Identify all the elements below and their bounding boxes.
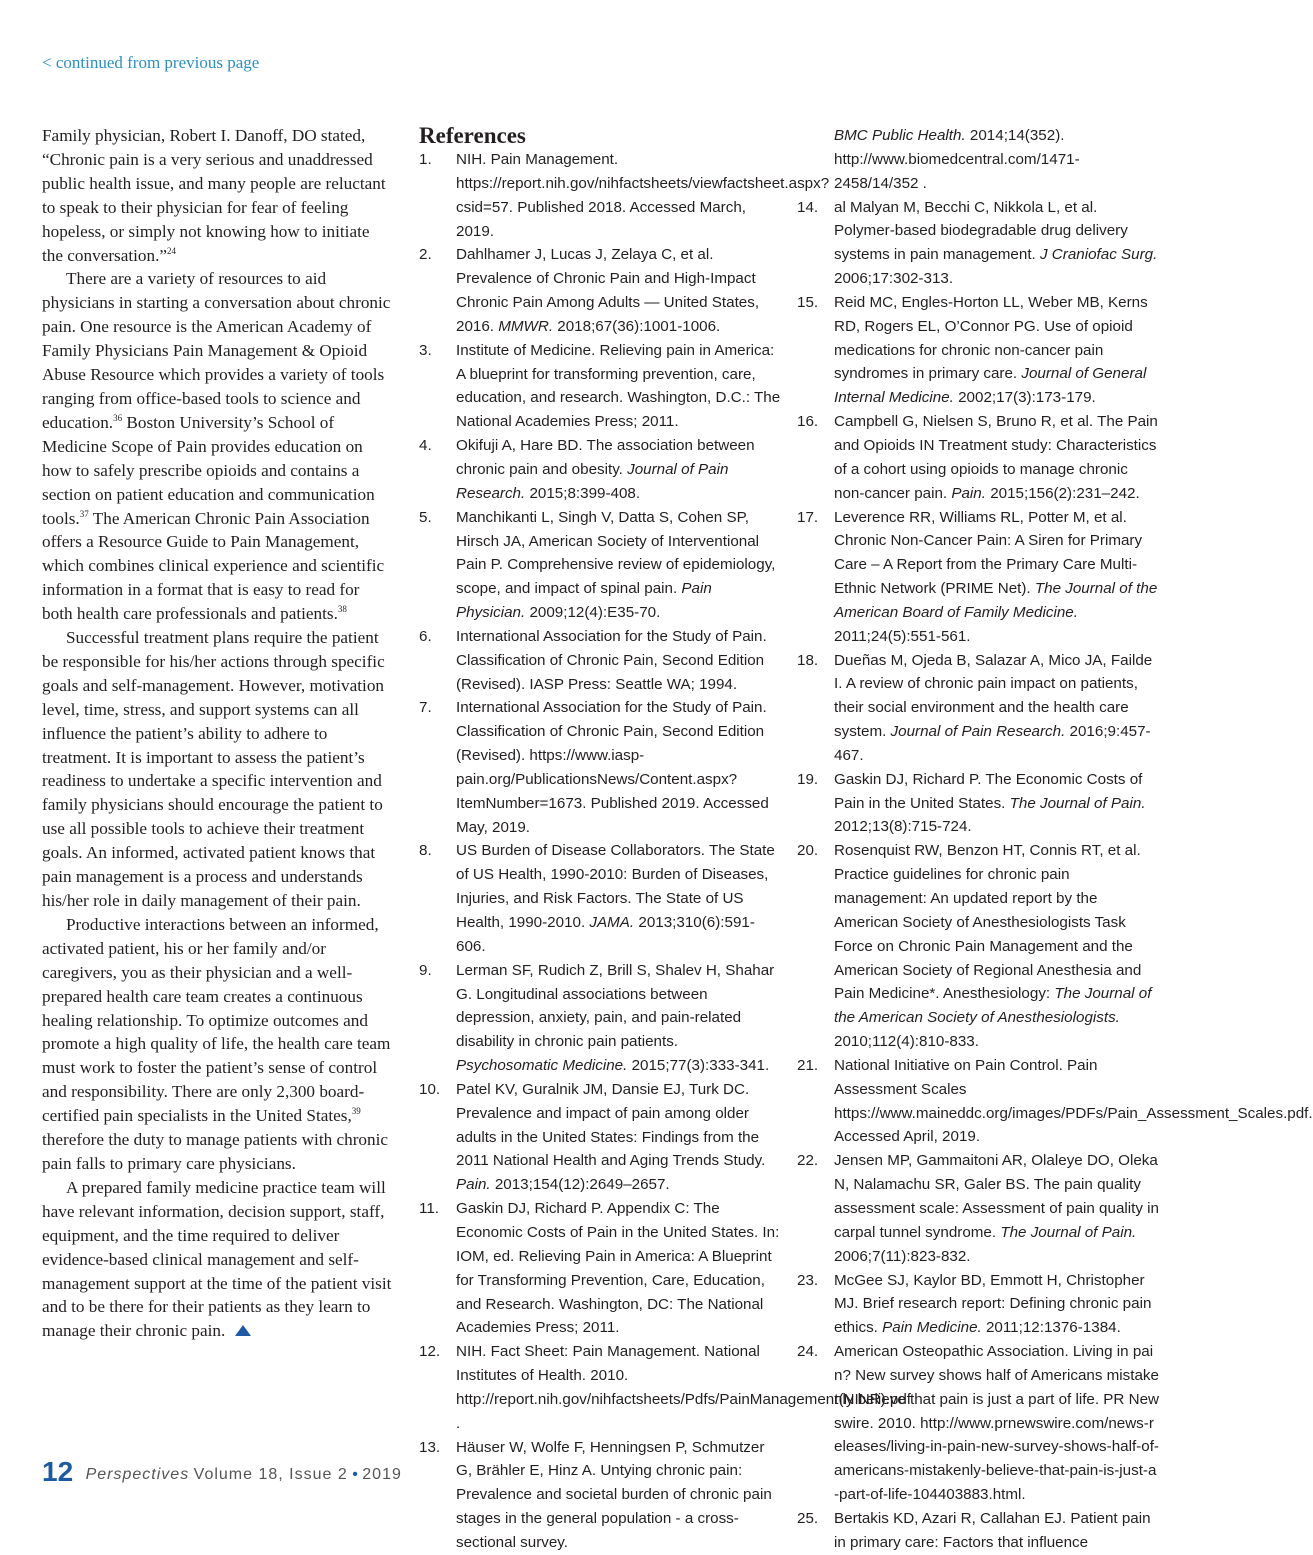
reference-item: 20. Rosenquist RW, Benzon HT, Connis RT, et al. Practice guidelines for chronic pain management: An updated report by the American Society of Anesthesiologists Task Force on Chronic Pain Management and the American Society of Regional Anesthesia and Pain Medicine*. Anesthesiology: The Journal of the American Society of Anesthesiologists. 2010;112(4):810-833. bbox=[797, 839, 1159, 1054]
reference-number: 1. bbox=[419, 151, 432, 168]
reference-number: 5. bbox=[419, 508, 432, 526]
reference-number: 2. bbox=[419, 246, 432, 264]
paragraph-3: Successful treatment plans require the patient be responsible for his/her actions through specific goals and self-management. However, motivation level, time, stress, and support systems can all influence the patient’s ability to adhere to treatment. It is important to assess the patient’s readiness to undertake a specific intervention and family physicians should encourage the patient to use all possible tools to achieve their treatment goals. An informed, activated patient knows that pain management is a process and understands his/her role in daily management of their pain. bbox=[42, 628, 385, 910]
issue-info: Volume 18, Issue 2 bbox=[193, 1466, 348, 1483]
reference-number: 11. bbox=[419, 1200, 439, 1218]
reference-number: 22. bbox=[797, 1152, 819, 1170]
page-footer bbox=[42, 1456, 402, 1488]
reference-item: 18. Dueñas M, Ojeda B, Salazar A, Mico JA, Failde I. A review of chronic pain impact on patients, their social environment and the health care system. Journal of Pain Research. 2016;9:457-467. bbox=[797, 649, 1159, 768]
reference-item: 1. NIH. Pain Management. https://report.nih.gov/nihfactsheets/viewfactsheet.aspx?csid=57. Published 2018. Accessed March, 2019. bbox=[419, 148, 781, 243]
reference-number: 6. bbox=[419, 627, 432, 645]
footer-separator: • bbox=[352, 1466, 358, 1483]
reference-number: 9. bbox=[419, 961, 432, 979]
reference-item: 19. Gaskin DJ, Richard P. The Economic Costs of Pain in the United States. The Journal of Pain. 2012;13(8):715-724. bbox=[797, 768, 1159, 840]
reference-item: 10. Patel KV, Guralnik JM, Dansie EJ, Turk DC. Prevalence and impact of pain among older adults in the United States: Findings from the 2011 National Health and Aging Trends Study. Pain. 2013;154(12):2649–2657. bbox=[419, 1078, 781, 1197]
reference-item: 17. Leverence RR, Williams RL, Potter M, et al. Chronic Non-Cancer Pain: A Siren for Primary Care – A Report from the Primary Care Multi-Ethnic Network (PRIME Net). The Journal of the American Board of Family Medicine. 2011;24(5):551-561. bbox=[797, 506, 1159, 649]
paragraph-2: There are a variety of resources to aid physicians in starting a conversation about chronic pain. One resource is the American Academy of Family Physicians Pain Management & Opioid Abuse Resource which provides a variety of tools ranging from office-based tools to science and education.$^{36}$ Boston University’s School of Medicine Scope of Pain provides education on how to safely prescribe opioids and contains a section on patient education and communication tools.$^{37}$ The American Chronic Pain Association offers a Resource Guide to Pain Management, which combines clinical experience and scientific information in a format that is easy to read for both health care professionals and patients.$^{38}$ bbox=[42, 269, 391, 624]
reference-item: 2. Dahlhamer J, Lucas J, Zelaya C, et al. Prevalence of Chronic Pain and High-Impact Chronic Pain Among Adults — United States, 2016. MMWR. 2018;67(36):1001-1006. bbox=[419, 243, 781, 338]
reference-number: 4. bbox=[419, 437, 432, 455]
reference-item: 23. McGee SJ, Kaylor BD, Emmott H, Christopher MJ. Brief research report: Defining chronic pain ethics. Pain Medicine. 2011;12:1376-1384. bbox=[797, 1269, 1159, 1341]
continued-from-previous-page-link[interactable]: < continued from previous page bbox=[42, 53, 260, 72]
reference-number: 12. bbox=[419, 1343, 441, 1361]
reference-number: 10. bbox=[419, 1080, 441, 1098]
reference-number: 19. bbox=[797, 770, 819, 788]
references-column-2 bbox=[797, 124, 1313, 1555]
reference-item: 7. International Association for the Study of Pain. Classification of Chronic Pain, Second Edition (Revised). https://www.iasp-pain.org/PublicationsNews/Content.aspx?ItemNumber=1673. Published 2019. Accessed May, 2019. bbox=[419, 696, 781, 839]
reference-item: 24. American Osteopathic Association. Living in pain? New survey shows half of Americans mistakenly believe that pain is just a part of life. PR Newswire. 2010. http://www.prnewswire.com/news-releases/living-in-pain-new-survey-shows-half-of-americans-mistakenly-believe-that-pain-is-just-a-part-of-life-104403883.html. bbox=[797, 1340, 1159, 1507]
reference-number: 7. bbox=[419, 699, 432, 717]
reference-item: 15. Reid MC, Engles-Horton LL, Weber MB, Kerns RD, Rogers EL, O’Connor PG. Use of opioid medications for chronic non-cancer pain syndromes in primary care. Journal of General Internal Medicine. 2002;17(3):173-179. bbox=[797, 291, 1159, 410]
citation-24: 24 bbox=[167, 245, 177, 256]
citation-36: 36 bbox=[113, 412, 123, 423]
reference-number: 25. bbox=[797, 1509, 819, 1527]
reference-number: 23. bbox=[797, 1271, 819, 1289]
reference-number: 16. bbox=[797, 413, 819, 431]
citation-38: 38 bbox=[337, 604, 347, 615]
reference-number: 21. bbox=[797, 1056, 819, 1074]
reference-number: 20. bbox=[797, 842, 819, 860]
citation-39: 39 bbox=[351, 1106, 361, 1117]
references-heading: References bbox=[419, 123, 526, 148]
reference-item: 16. Campbell G, Nielsen S, Bruno R, et al. The Pain and Opioids IN Treatment study: Characteristics of a cohort using opioids to manage chronic non-cancer pain. Pain. 2015;156(2):231–242. bbox=[797, 410, 1159, 505]
paragraph-4: Productive interactions between an informed, activated patient, his or her family and/or caregivers, you as their physician and a well-prepared health care team creates a continuous healing relationship. To optimize outcomes and promote a high quality of life, the health care team must work to foster the patient’s sense of control and responsibility. There are only 2,300 board-certified pain specialists in the United States,$^{39}$ therefore the duty to manage patients with chronic pain falls to primary care physicians. bbox=[42, 914, 391, 1173]
up-triangle-icon[interactable] bbox=[235, 1325, 251, 1336]
paragraph-5: A prepared family medicine practice team will have relevant information, decision support, staff, equipment, and the time required to deliver evidence-based clinical management and self-management support at the time of the patient visit and to be there for their patients as they learn to manage their chronic pain. bbox=[42, 1177, 392, 1341]
reference-item: 13. Häuser W, Wolfe F, Henningsen P, Schmutzer G, Brähler E, Hinz A. Untying chronic pain: Prevalence and societal burden of chronic pain stages in the general population - a cross-sectional survey. bbox=[419, 1436, 781, 1555]
reference-number: 18. bbox=[797, 651, 819, 669]
reference-item: 25. Bertakis KD, Azari R, Callahan EJ. Patient pain in primary care: Factors that influence bbox=[797, 1507, 1159, 1555]
reference-number: 13. bbox=[419, 1438, 441, 1456]
reference-item: 21. National Initiative on Pain Control. Pain Assessment Scales https://www.maineddc.org/images/PDFs/Pain_Assessment_Scales.pdf. Accessed April, 2019. bbox=[797, 1054, 1159, 1149]
page-number: 12 bbox=[42, 1456, 74, 1487]
reference-item: 4. Okifuji A, Hare BD. The association between chronic pain and obesity. Journal of Pain Research. 2015;8:399-408. bbox=[419, 434, 781, 506]
reference-continuation: BMC Public Health. 2014;14(352). http://www.biomedcentral.com/1471-2458/14/352 . bbox=[834, 127, 1080, 192]
reference-item: 8. US Burden of Disease Collaborators. The State of US Health, 1990-2010: Burden of Diseases, Injuries, and Risk Factors. The State of US Health, 1990-2010. JAMA. 2013;310(6):591-606. bbox=[419, 839, 781, 958]
reference-number: 8. bbox=[419, 842, 432, 860]
reference-number: 3. bbox=[419, 341, 432, 359]
reference-number: 17. bbox=[797, 508, 819, 526]
reference-number: 24. bbox=[797, 1343, 819, 1361]
reference-item: 6. International Association for the Study of Pain. Classification of Chronic Pain, Second Edition (Revised). IASP Press: Seattle WA; 1994. bbox=[419, 625, 781, 697]
article-body-column bbox=[42, 124, 394, 1343]
citation-37: 37 bbox=[79, 508, 89, 519]
reference-number: 14. bbox=[797, 198, 819, 216]
reference-item: 9. Lerman SF, Rudich Z, Brill S, Shalev H, Shahar G. Longitudinal associations between depression, anxiety, pain, and pain-related disability in chronic pain patients. Psychosomatic Medicine. 2015;77(3):333-341. bbox=[419, 959, 781, 1078]
reference-item: 11. Gaskin DJ, Richard P. Appendix C: The Economic Costs of Pain in the United States. In: IOM, ed. Relieving Pain in America: A Blueprint for Transforming Prevention, Care, Education, and Research. Washington, DC: The National Academies Press; 2011. bbox=[419, 1197, 781, 1340]
reference-item: 5. Manchikanti L, Singh V, Datta S, Cohen SP, Hirsch JA, American Society of Interventional Pain P. Comprehensive review of epidemiology, scope, and impact of spinal pain. Pain Physician. 2009;12(4):E35-70. bbox=[419, 506, 781, 625]
paragraph-1: Family physician, Robert I. Danoff, DO stated, “Chronic pain is a very serious and unaddressed public health issue, and many people are reluctant to speak to their physician for fear of feeling hopeless, or simply not knowing how to initiate the conversation.”$^{24}$ bbox=[42, 126, 386, 265]
reference-item: 3. Institute of Medicine. Relieving pain in America: A blueprint for transforming prevention, care, education, and research. Washington, D.C.: The National Academies Press; 2011. bbox=[419, 339, 781, 434]
reference-number: 15. bbox=[797, 293, 819, 311]
reference-item: 22. Jensen MP, Gammaitoni AR, Olaleye DO, Oleka N, Nalamachu SR, Galer BS. The pain quality assessment scale: Assessment of pain quality in carpal tunnel syndrome. The Journal of Pain. 2006;7(11):823-832. bbox=[797, 1149, 1159, 1268]
reference-item: 12. NIH. Fact Sheet: Pain Management. National Institutes of Health. 2010. http://report.nih.gov/nihfactsheets/Pdfs/PainManagement(NINR).pdf . bbox=[419, 1340, 781, 1435]
publication-year: 2019 bbox=[362, 1466, 402, 1483]
reference-item: 14. al Malyan M, Becchi C, Nikkola L, et al. Polymer-based biodegradable drug delivery systems in pain management. J Craniofac Surg. 2006;17:302-313. bbox=[797, 196, 1159, 291]
journal-name: Perspectives bbox=[85, 1466, 190, 1483]
